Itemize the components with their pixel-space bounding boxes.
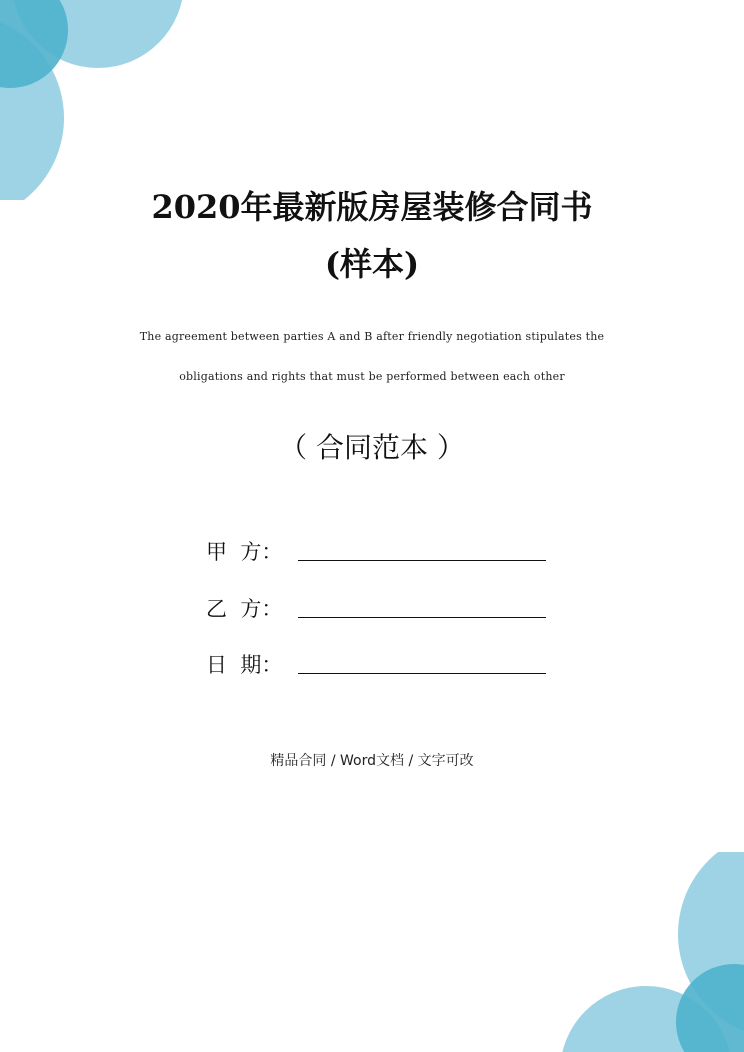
document-title-sample: (样本) — [324, 245, 420, 283]
contract-template-label: （ 合同范本 ） — [279, 431, 465, 464]
party-b-blank-line[interactable] — [298, 617, 546, 618]
date-blank-line[interactable] — [298, 673, 546, 674]
party-b-label: 乙 方： — [206, 597, 283, 621]
document-title: 2020年最新版房屋装修合同书 — [151, 188, 593, 226]
date-field — [206, 648, 546, 678]
bottom-right-decoration — [554, 852, 744, 1052]
date-label: 日 期： — [206, 653, 283, 677]
party-b-field — [206, 592, 546, 622]
english-subtitle-line-1: The agreement between parties A and B after friendly negotiation stipulates the — [139, 330, 605, 343]
english-subtitle-line-2: obligations and rights that must be performed between each other — [179, 370, 565, 383]
party-a-label: 甲 方： — [206, 540, 283, 564]
party-a-blank-line[interactable] — [298, 560, 546, 561]
document-footer: 精品合同 / Word文档 / 文字可改 — [270, 753, 474, 769]
party-a-field — [206, 535, 546, 565]
top-left-decoration — [0, 0, 190, 200]
